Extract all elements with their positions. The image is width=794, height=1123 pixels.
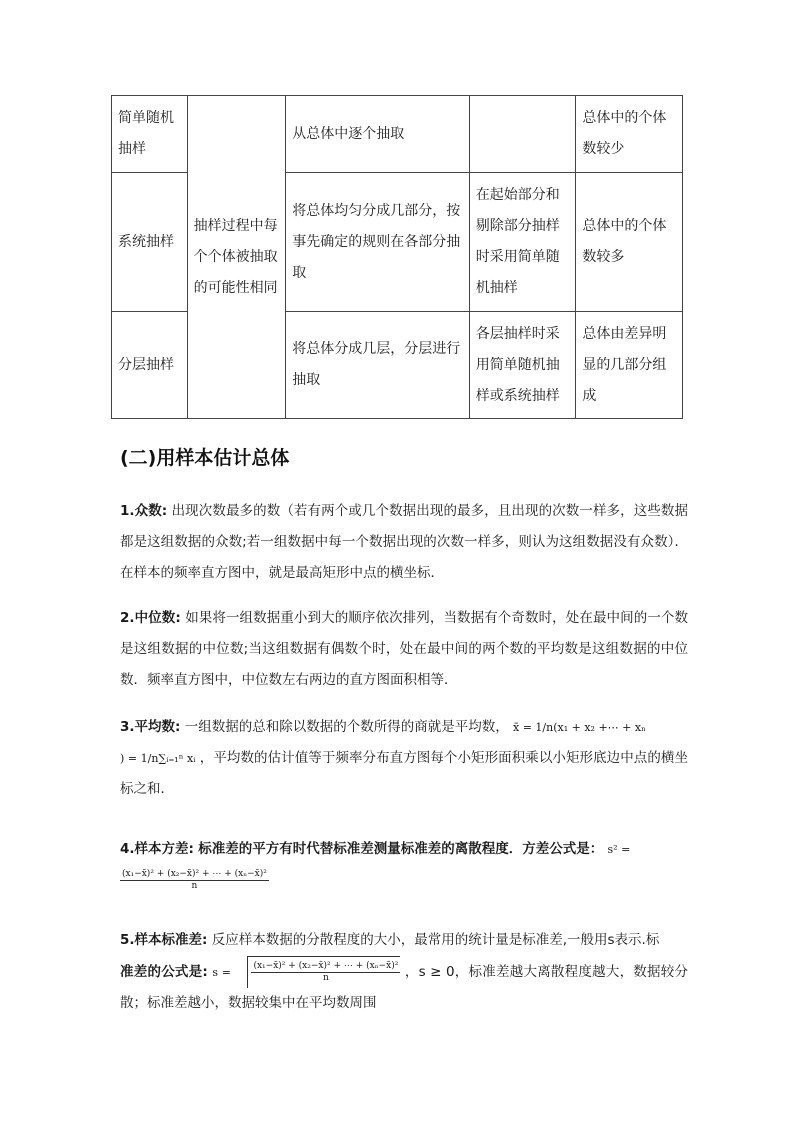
variance-formula-fraction (120, 869, 269, 892)
item-label: 3.平均数: (120, 719, 181, 735)
table-cell-scope: 总体由差异明显的几部分组成 (576, 312, 683, 419)
item-text: 一组数据的总和除以数据的个数所得的商就是平均数， (184, 719, 509, 735)
item-label: 2.中位数: (120, 610, 181, 626)
table-cell-scope: 总体中的个体数较少 (576, 96, 683, 173)
item-variance (120, 834, 688, 896)
item-label-continued: 准差的公式是: (120, 964, 208, 980)
item-mean (120, 712, 688, 805)
square-root-sign (247, 956, 400, 988)
formula-numerator: (x₁−x̄)² + (x₂−x̄)² + ⋯ + (xₙ−x̄)² (122, 868, 267, 879)
item-label: 1.众数: (120, 503, 168, 519)
table-cell-process: 从总体中逐个抽取 (286, 96, 469, 173)
table-cell-process: 将总体均匀分成几部分，按事先确定的规则在各部分抽取 (286, 173, 469, 312)
variance-formula-lhs: s² = (607, 843, 631, 856)
table-cell-related: 在起始部分和剔除部分抽样时采用简单随机抽样 (469, 173, 576, 312)
item-median (120, 603, 688, 696)
table-cell-method: 分层抽样 (112, 312, 188, 419)
table-cell-process: 将总体分成几层，分层进行抽取 (286, 312, 469, 419)
formula-denominator: n (322, 972, 329, 983)
formula-numerator: (x₁−x̄)² + (x₂−x̄)² + ⋯ + (xₙ−x̄)² (253, 960, 399, 971)
item-text: 出现次数最多的数（若有两个或几个数据出现的最多，且出现的次数一样多，这些数据都是这组数据的众数;若一组数据中每一个数据出现的次数一样多，则认为这组数据没有众数）．在样本的频率直方图中，就是最高矩形中点的横坐标． (120, 503, 689, 581)
table-cell-common: 抽样过程中每个个体被抽取的可能性相同 (187, 96, 286, 419)
mean-formula-part-b: ) = 1/n∑ᵢ₌₁ⁿ xᵢ (120, 752, 196, 765)
item-mode (120, 496, 688, 589)
item-text: 反应样本数据的分散程度的大小，最常用的统计量是标准差,一般用s表示.标 (211, 932, 660, 948)
section-heading: (二)用样本估计总体 (120, 447, 290, 469)
std-formula-fraction (251, 961, 400, 984)
formula-denominator: n (191, 880, 198, 891)
table-row (112, 96, 683, 173)
table-cell-related (469, 96, 576, 173)
table-cell-method: 系统抽样 (112, 173, 188, 312)
table-cell-method: 简单随机抽样 (112, 96, 188, 173)
item-text: ，平均数的估计值等于频率分布直方图每个小矩形面积乘以小矩形底边中点的横坐标之和． (120, 750, 688, 797)
mean-formula-part-a: x̄ = 1/n(x₁ + x₂ +⋯ + xₙ (513, 721, 646, 734)
table-cell-scope: 总体中的个体数较多 (576, 173, 683, 312)
item-std-deviation (120, 925, 688, 1019)
sampling-methods-table (111, 95, 683, 419)
item-text: ，s ≥ 0，标准差越大离散程度越大，数据较分散；标准差越小，数据较集中在平均数周围 (120, 964, 689, 1011)
item-label: 4.样本方差: (120, 841, 194, 857)
std-formula-lhs: s = (212, 966, 231, 979)
item-label: 5.样本标准差: (120, 932, 208, 948)
item-text: 如果将一组数据重小到大的顺序依次排列，当数据有个奇数时，处在最中间的一个数是这组数据的中位数;当这组数据有偶数个时，处在最中间的两个数的平均数是这组数据的中位数．频率直方图中，中位数左右两边的直方图面积相等． (120, 610, 689, 688)
table-cell-related: 各层抽样时采用简单随机抽样或系统抽样 (469, 312, 576, 419)
item-text: 标准差的平方有时代替标准差测量标准差的离散程度．方差公式是： (198, 841, 604, 857)
